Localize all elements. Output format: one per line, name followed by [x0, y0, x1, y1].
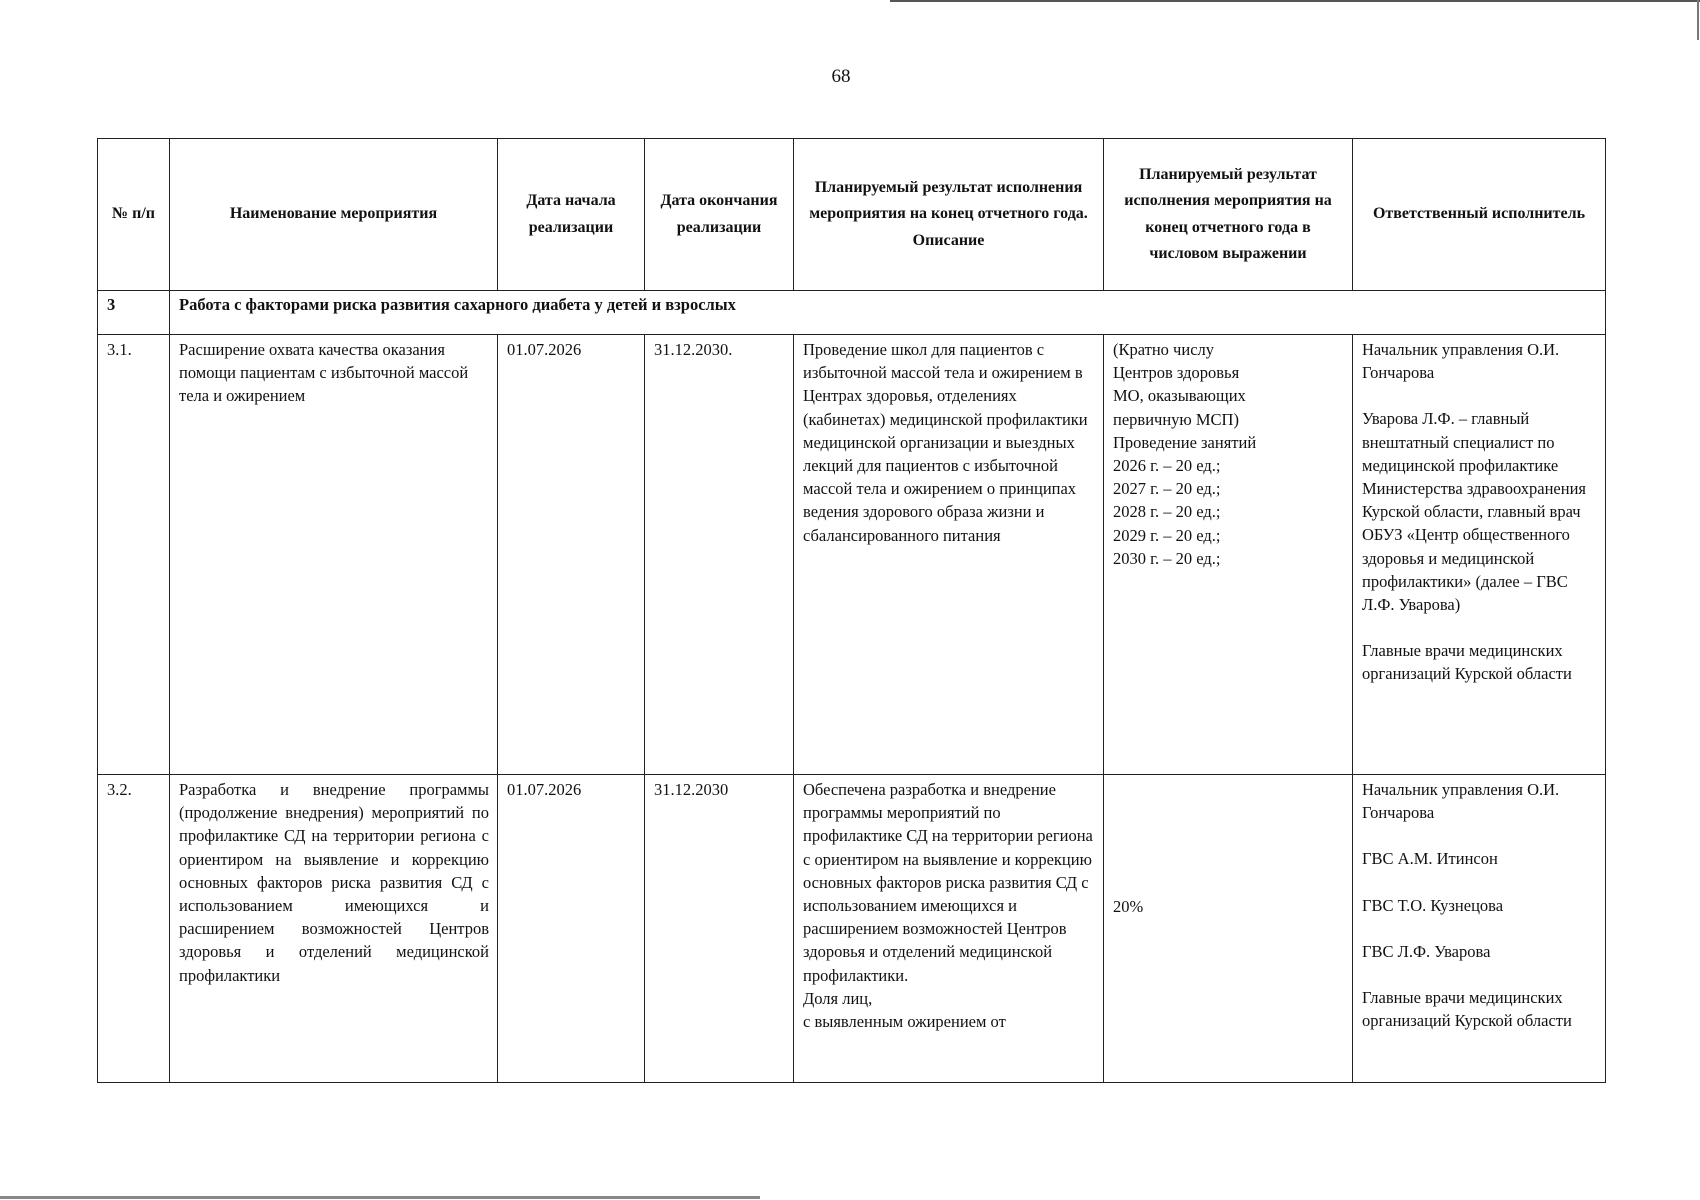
- section-row: [98, 291, 1606, 335]
- result-numeric-line: Центров здоровья: [1113, 363, 1240, 383]
- header-num: № п/п: [98, 139, 170, 291]
- table-row: [98, 335, 1606, 775]
- result-numeric-line: 2028 г. – 20 ед.;: [1113, 502, 1221, 522]
- page-number: 68: [831, 66, 851, 87]
- result-numeric: [1104, 335, 1353, 775]
- start-date: 01.07.2026: [498, 335, 645, 775]
- scan-edge-right: [1697, 0, 1699, 40]
- result-numeric-line: первичную МСП): [1113, 409, 1239, 429]
- result-description: [794, 775, 1104, 1083]
- result-numeric: [1104, 775, 1353, 1083]
- responsible-entry: ГВС Т.О. Кузнецова: [1362, 895, 1504, 915]
- result-description-text: Обеспечена разработка и внедрение программы мероприятий по профилактике СД на территории региона с ориентиром на выявление и коррекцию основных факторов риска развития СД с использованием имеющихся и расширением возможностей Центров здоровья и отделений медицинской профилактики.: [803, 780, 1093, 985]
- activity-name: Разработка и внедрение программы (продолжение внедрения) мероприятий по профилактике СД на территории региона с ориентиром на выявление и коррекцию основных факторов риска развития СД с использованием имеющихся и расширением возможностей Центров здоровья и отделений медицинской профилактики: [170, 775, 498, 1083]
- responsible-entry: Главные врачи медицинских организаций Курской области: [1362, 641, 1572, 684]
- activity-name: Расширение охвата качества оказания помощи пациентам с избыточной массой тела и ожирением: [170, 335, 498, 775]
- activities-table: [97, 138, 1606, 1083]
- result-numeric-line: Проведение занятий: [1113, 432, 1257, 452]
- responsible-entry: Начальник управления О.И. Гончарова: [1362, 780, 1560, 823]
- responsible-entry: Главные врачи медицинских организаций Курской области: [1362, 988, 1572, 1031]
- header-result-numeric: Планируемый результат исполнения мероприятия на конец отчетного года в числовом выражении: [1104, 139, 1353, 291]
- table-row: [98, 775, 1606, 1083]
- responsible-entry: ГВС Л.Ф. Уварова: [1362, 941, 1491, 961]
- result-description: Проведение школ для пациентов с избыточной массой тела и ожирением в Центрах здоровья, отделениях (кабинетах) медицинской профилактики медицинской организации и выездных лекций для пациентов с избыточной массой тела и ожирением о принципах ведения здорового образа жизни и сбалансированного питания: [794, 335, 1104, 775]
- section-title: Работа с факторами риска развития сахарного диабета у детей и взрослых: [170, 291, 1606, 335]
- header-row: [98, 139, 1606, 291]
- row-number: 3.1.: [98, 335, 170, 775]
- scan-edge-bottom: [0, 1196, 760, 1199]
- responsible-executor: [1353, 775, 1606, 1083]
- responsible-executor: [1353, 335, 1606, 775]
- header-end-date: Дата окончания реализации: [645, 139, 794, 291]
- header-responsible: Ответственный исполнитель: [1353, 139, 1606, 291]
- responsible-entry: Уварова Л.Ф. – главный внештатный специалист по медицинской профилактике Министерства здравоохранения Курской области, главный врач ОБУЗ «Центр общественного здоровья и медицинской профилактики» (далее – ГВС Л.Ф. Уварова): [1362, 409, 1587, 615]
- result-numeric-line: 2027 г. – 20 ед.;: [1113, 479, 1221, 499]
- header-start-date: Дата начала реализации: [498, 139, 645, 291]
- section-number: 3: [98, 291, 170, 335]
- scan-edge-top: [890, 0, 1700, 2]
- result-numeric-line: 2029 г. – 20 ед.;: [1113, 525, 1221, 545]
- responsible-entry: Начальник управления О.И. Гончарова: [1362, 340, 1560, 383]
- end-date: 31.12.2030: [645, 775, 794, 1083]
- result-description-tail: с выявленным ожирением от: [803, 1012, 1006, 1032]
- result-numeric-line: 2030 г. – 20 ед.;: [1113, 548, 1221, 568]
- result-description-tail: Доля лиц,: [803, 988, 873, 1008]
- result-percent: 20%: [1113, 897, 1144, 916]
- responsible-entry: ГВС А.М. Итинсон: [1362, 849, 1498, 869]
- header-result-description: Планируемый результат исполнения мероприятия на конец отчетного года. Описание: [794, 139, 1104, 291]
- row-number: 3.2.: [98, 775, 170, 1083]
- end-date: 31.12.2030.: [645, 335, 794, 775]
- result-numeric-line: (Кратно числу: [1113, 340, 1214, 359]
- result-numeric-line: МО, оказывающих: [1113, 386, 1246, 406]
- result-numeric-line: 2026 г. – 20 ед.;: [1113, 456, 1221, 476]
- start-date: 01.07.2026: [498, 775, 645, 1083]
- header-name: Наименование мероприятия: [170, 139, 498, 291]
